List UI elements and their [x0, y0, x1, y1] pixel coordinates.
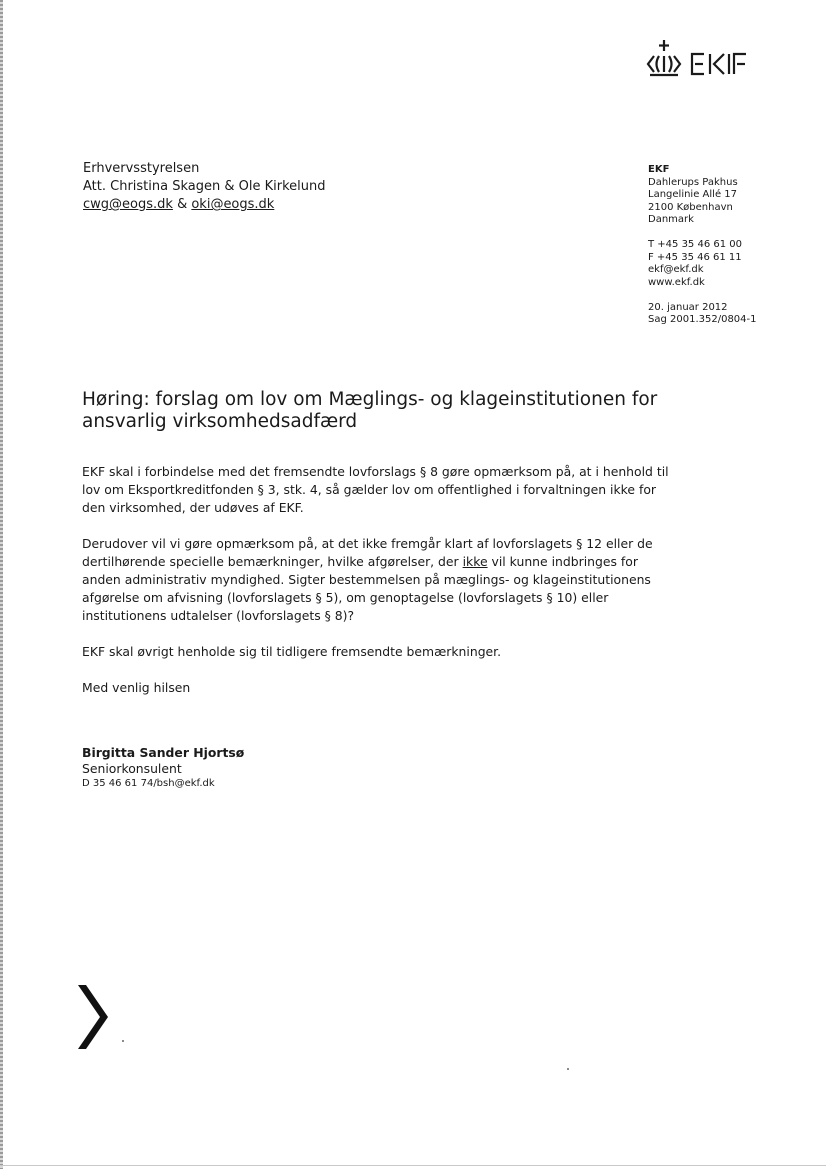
sender-name: EKF — [648, 164, 670, 175]
letter-body — [82, 463, 672, 679]
recipient-attention: Att. Christina Skagen & Ole Kirkelund — [83, 179, 326, 194]
letter-date: 20. januar 2012 — [648, 301, 728, 313]
sender-web: www.ekf.dk — [648, 276, 705, 288]
ekf-logo — [646, 38, 758, 78]
body-paragraph: EKF skal i forbindelse med det fremsendte lovforslags § 8 gøre opmærksom på, at i henhold til lov om Eksportkreditfonden § 3, stk. 4, så gælder lov om offentlighed i forvaltningen ikke for den virksomhed, der udøves af EKF. — [82, 464, 669, 515]
recipient-email-link[interactable]: oki@eogs.dk — [191, 197, 275, 212]
ekf-wordmark — [692, 54, 746, 74]
signatory-role: Seniorkonsulent — [82, 761, 182, 776]
chevron-right-icon — [76, 983, 110, 1051]
sender-address-line: Dahlerups Pakhus — [648, 176, 738, 188]
crown-emblem-icon — [648, 40, 680, 75]
sender-address-line: 2100 København — [648, 201, 733, 213]
body-paragraph: EKF skal øvrigt henholde sig til tidligere fremsendte bemærkninger. — [82, 644, 502, 659]
scan-speck — [567, 1068, 569, 1070]
scan-edge — [0, 0, 3, 1169]
scan-edge-bottom — [0, 1165, 826, 1166]
recipient-email-link[interactable]: cwg@eogs.dk — [83, 197, 173, 212]
signatory-contact: D 35 46 61 74/bsh@ekf.dk — [82, 778, 215, 789]
title-line: ansvarlig virksomhedsadfærd — [82, 411, 358, 432]
sender-address-line: Danmark — [648, 214, 694, 225]
sender-email: ekf@ekf.dk — [648, 264, 704, 275]
recipient-org: Erhvervsstyrelsen — [83, 161, 200, 176]
body-paragraph: Derudover vil vi gøre opmærksom på, at det ikke fremgår klart af lovforslagets § 12 eller de dertilhørende specielle bemærkninger, hvilke afgørelser, der ikke vil kunne indbringes for anden administrativ myndighed. Sigter bestemmelsen på mæglings- og klageinstitutionens afgørelse om afvisning (lovforslagets § 5), om genoptagelse (lovforslagets § 10) eller institutionens udtalelser (lovforslagets § 8)? — [82, 536, 653, 623]
sender-fax: F +45 35 46 61 11 — [648, 251, 742, 263]
signatory-name: Birgitta Sander Hjortsø — [82, 745, 245, 760]
signature-block — [82, 745, 244, 790]
case-number: Sag 2001.352/0804-1 — [648, 314, 757, 325]
recipient-address — [83, 160, 326, 214]
sender-details — [648, 164, 757, 327]
sender-phone: T +45 35 46 61 00 — [648, 239, 743, 250]
recipient-emails: cwg@eogs.dk & oki@eogs.dk — [83, 197, 275, 212]
underlined-word: ikke — [462, 554, 488, 569]
title-line: Høring: forslag om lov om Mæglings- og klageinstitutionen for — [82, 389, 658, 410]
scan-speck — [122, 1040, 124, 1042]
closing-salutation: Med venlig hilsen — [82, 680, 191, 695]
sender-address-line: Langelinie Allé 17 — [648, 189, 737, 200]
letter-title — [82, 389, 702, 433]
